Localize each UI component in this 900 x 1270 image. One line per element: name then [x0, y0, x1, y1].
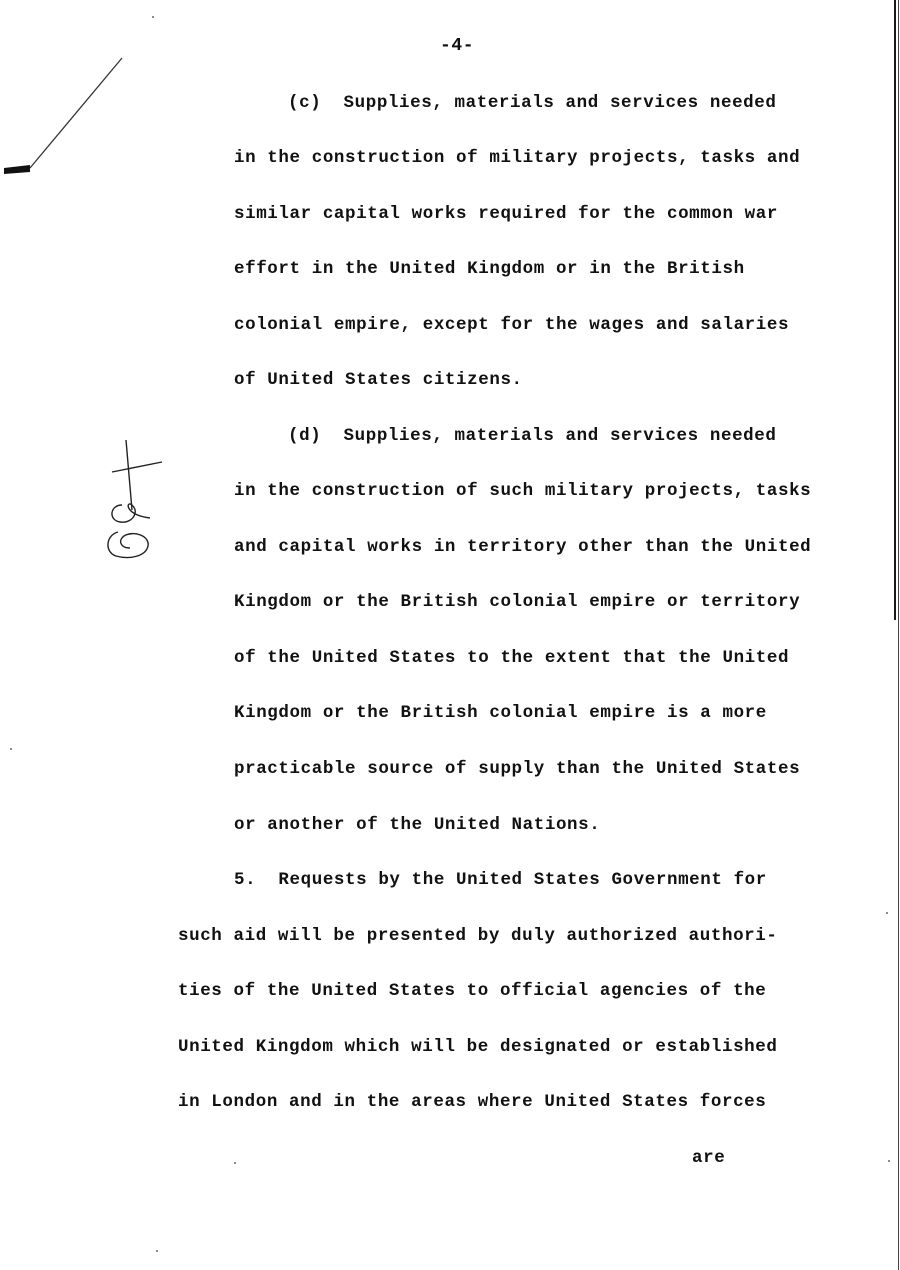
- text-line: in the construction of such military projects, tasks: [234, 481, 812, 501]
- scan-speck: [152, 16, 154, 18]
- text-line: similar capital works required for the common war: [234, 204, 778, 224]
- text-line: ties of the United States to official agencies of the: [178, 981, 767, 1001]
- handwritten-annotation: [108, 440, 162, 558]
- text-line: in the construction of military projects, tasks and: [234, 148, 801, 168]
- scan-speck: [156, 1250, 158, 1252]
- ink-smudge-mark: [4, 165, 30, 174]
- text-line: of the United States to the extent that the United: [234, 648, 790, 668]
- text-line: such aid will be presented by duly authorized authori-: [178, 926, 778, 946]
- text-line: colonial empire, except for the wages and salaries: [234, 315, 790, 335]
- scan-speck: [888, 1160, 890, 1162]
- catchword: are: [692, 1148, 726, 1168]
- text-line: effort in the United Kingdom or in the British: [234, 259, 745, 279]
- scan-speck: [886, 912, 888, 914]
- text-line: or another of the United Nations.: [234, 815, 601, 835]
- text-line: in London and in the areas where United States forces: [178, 1092, 767, 1112]
- text-line: Kingdom or the British colonial empire is a more: [234, 703, 767, 723]
- text-line: and capital works in territory other than the United: [234, 537, 812, 557]
- text-line: (c) Supplies, materials and services needed: [288, 93, 777, 113]
- pencil-stroke-mark: [30, 58, 122, 168]
- text-line: of United States citizens.: [234, 370, 523, 390]
- text-line: United Kingdom which will be designated or established: [178, 1037, 778, 1057]
- text-line: Kingdom or the British colonial empire or territory: [234, 592, 801, 612]
- text-line: 5. Requests by the United States Government for: [234, 870, 767, 890]
- text-line: practicable source of supply than the United States: [234, 759, 801, 779]
- text-line: (d) Supplies, materials and services needed: [288, 426, 777, 446]
- page-number: -4-: [440, 36, 475, 56]
- scan-speck: [10, 748, 12, 750]
- scan-speck: [234, 1162, 236, 1164]
